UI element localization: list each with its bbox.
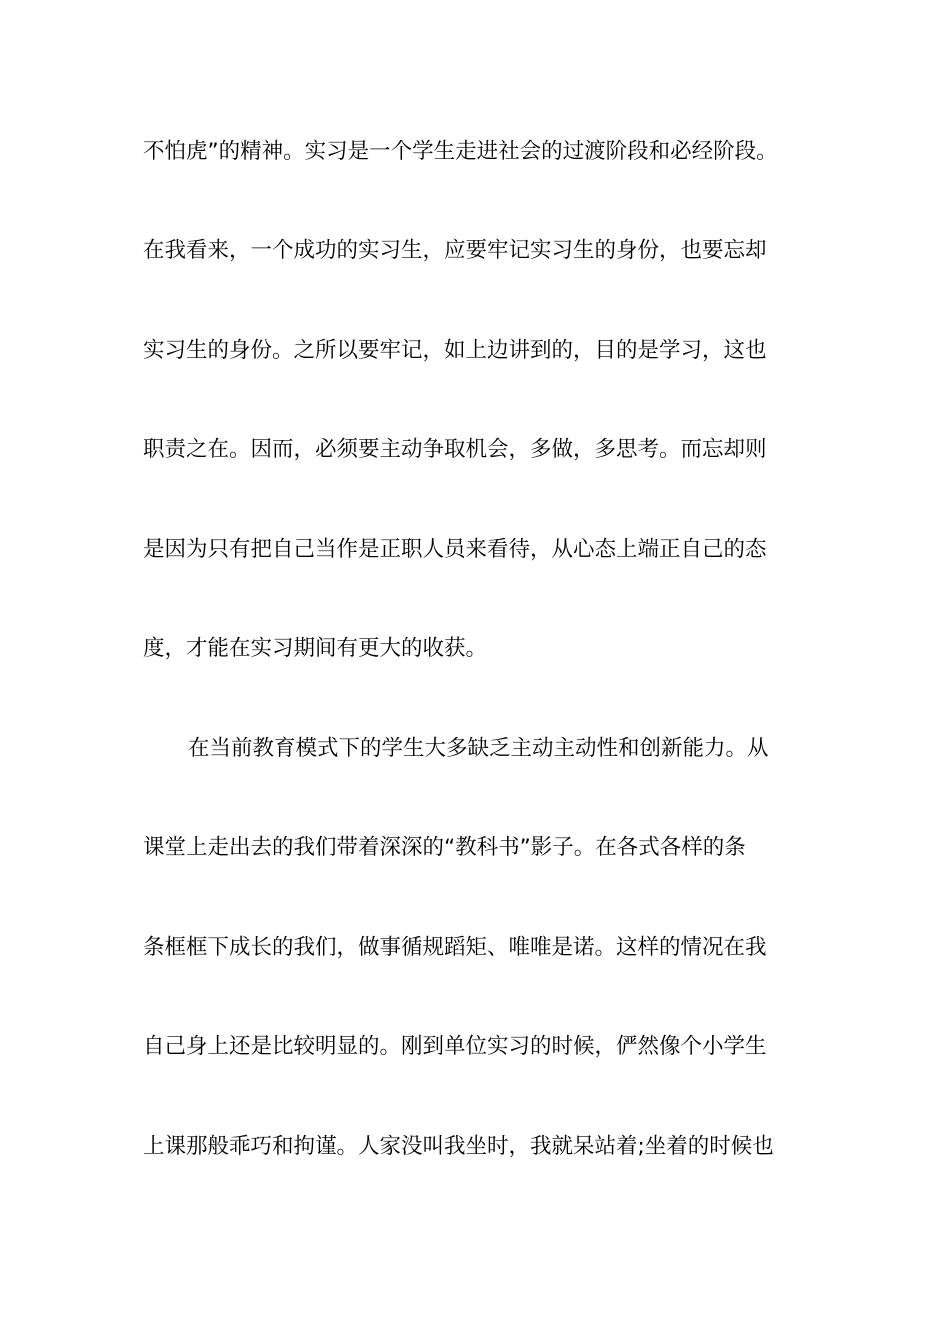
text-line: 是因为只有把自己当作是正职人员来看待，从心态上端正自己的态 [143,537,767,562]
text-line: 条框框下成长的我们，做事循规蹈矩、唯唯是诺。这样的情况在我 [143,935,767,960]
text-line: 度，才能在实习期间有更大的收获。 [143,636,488,661]
text-line: 课堂上走出去的我们带着深深的“教科书”影子。在各式各样的条 [143,835,746,860]
paragraph-first-line: 在当前教育模式下的学生大多缺乏主动主动性和创新能力。从 [188,736,769,761]
text-line: 在我看来，一个成功的实习生，应要牢记实习生的身份，也要忘却 [143,238,767,263]
text-line: 职责之在。因而，必须要主动争取机会，多做，多思考。而忘却则 [143,437,767,462]
text-line: 上课那般乖巧和拘谨。人家没叫我坐时，我就呆站着;坐着的时候也 [143,1134,774,1159]
text-line: 实习生的身份。之所以要牢记，如上边讲到的，目的是学习，这也 [143,338,767,363]
text-line: 自己身上还是比较明显的。刚到单位实习的时候，俨然像个小学生 [143,1034,767,1059]
text-line: 不怕虎”的精神。实习是一个学生走进社会的过渡阶段和必经阶段。 [143,139,778,164]
